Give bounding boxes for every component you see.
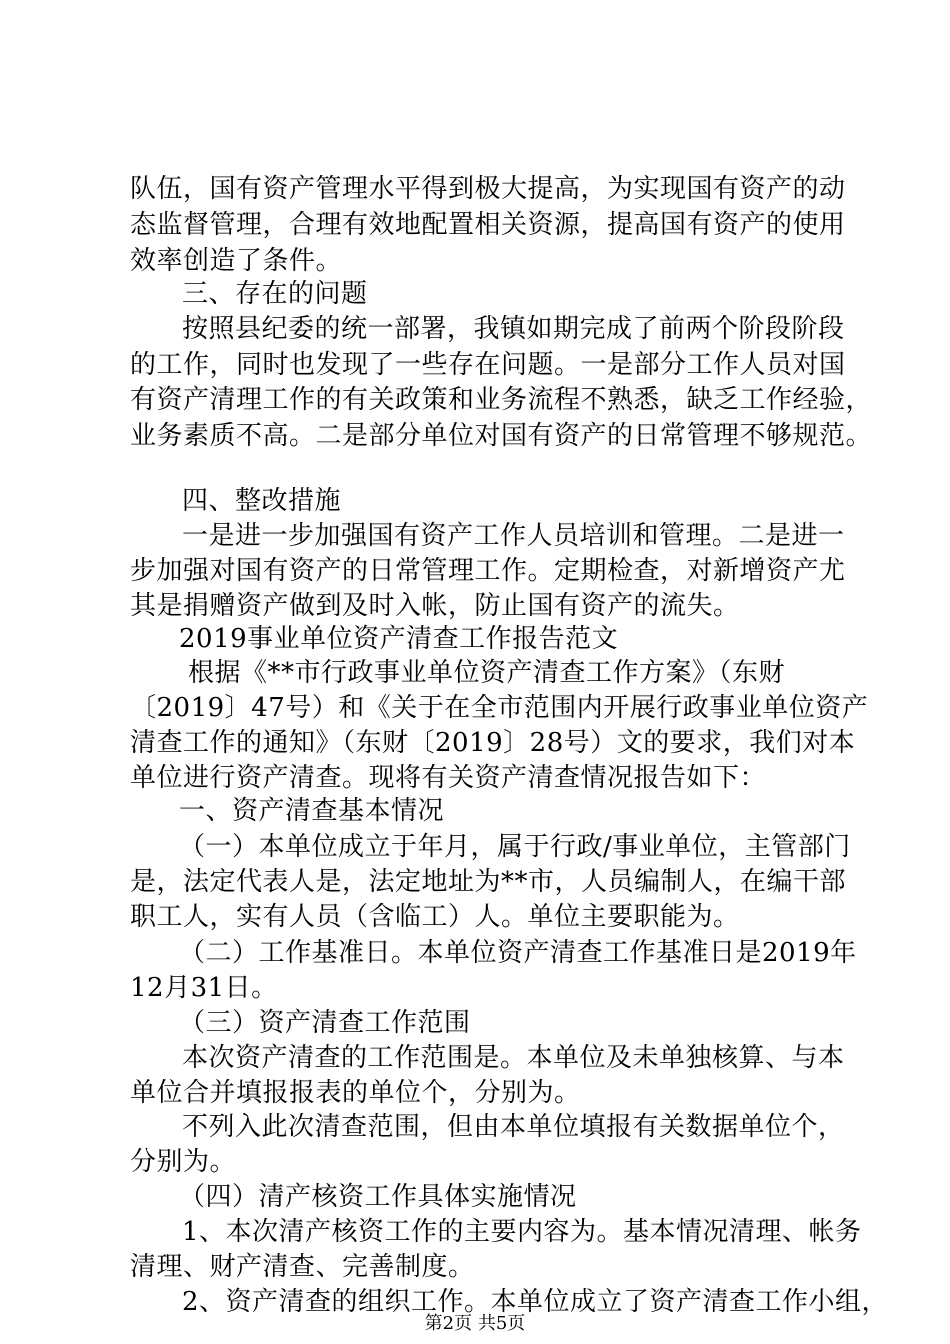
text-line: 态监督管理，合理有效地配置相关资源，提高国有资产的使用 xyxy=(130,210,846,240)
text-line: 清查工作的通知》（东财〔2019〕28号）文的要求，我们对本 xyxy=(130,728,856,758)
text-line: 清理、财产清查、完善制度。 xyxy=(130,1252,475,1282)
section-heading: （四）清产核资工作具体实施情况 xyxy=(179,1182,577,1212)
text-line: 按照县纪委的统一部署，我镇如期完成了前两个阶段阶段 xyxy=(182,314,845,344)
text-line: 分别为。 xyxy=(130,1147,237,1177)
text-line: 不列入此次清查范围，但由本单位填报有关数据单位个， xyxy=(182,1112,845,1142)
text-line: （一）本单位成立于年月，属于行政/事业单位，主管部门 xyxy=(179,832,851,862)
text-line: 12月31日。 xyxy=(130,973,278,1003)
section-heading: （三）资产清查工作范围 xyxy=(179,1008,471,1038)
text-line: 其是捐赠资产做到及时入帐，防止国有资产的流失。 xyxy=(130,591,740,621)
text-line: 1、本次清产核资工作的主要内容为。基本情况清理、帐务 xyxy=(182,1217,862,1247)
text-line: 2、资产清查的组织工作。本单位成立了资产清查工作小组， xyxy=(182,1287,889,1317)
text-line: 职工人，实有人员（含临工）人。单位主要职能为。 xyxy=(130,902,740,932)
document-title: 2019事业单位资产清查工作报告范文 xyxy=(179,624,619,654)
text-line: 〔2019〕47号）和《关于在全市范围内开展行政事业单位资产 xyxy=(130,693,869,723)
text-line: 单位进行资产清查。现将有关资产清查情况报告如下： xyxy=(130,763,767,793)
text-line: 步加强对国有资产的日常管理工作。定期检查，对新增资产尤 xyxy=(130,556,846,586)
text-line: 业务素质不高。二是部分单位对国有资产的日常管理不够规范。 xyxy=(130,421,873,451)
text-line: （二）工作基准日。本单位资产清查工作基准日是2019年 xyxy=(179,938,857,968)
section-heading: 四、整改措施 xyxy=(182,486,342,516)
text-line: 的工作，同时也发现了一些存在问题。一是部分工作人员对国 xyxy=(130,350,846,380)
text-line: 是，法定代表人是，法定地址为**市，人员编制人，在编干部 xyxy=(130,867,847,897)
text-line: 本次资产清查的工作范围是。本单位及未单独核算、与本 xyxy=(182,1043,845,1073)
text-line: 单位合并填报报表的单位个，分别为。 xyxy=(130,1078,581,1108)
text-line: 根据《**市行政事业单位资产清查工作方案》（东财 xyxy=(188,658,786,688)
page-number-footer: 第2页 共5页 xyxy=(424,1313,526,1334)
section-heading: 一、资产清查基本情况 xyxy=(179,796,445,826)
text-line: 效率创造了条件。 xyxy=(130,246,343,276)
text-line: 队伍，国有资产管理水平得到极大提高，为实现国有资产的动 xyxy=(130,174,846,204)
text-line: 一是进一步加强国有资产工作人员培训和管理。二是进一 xyxy=(182,521,845,551)
text-line: 有资产清理工作的有关政策和业务流程不熟悉，缺乏工作经验， xyxy=(130,385,873,415)
section-heading: 三、存在的问题 xyxy=(182,279,368,309)
